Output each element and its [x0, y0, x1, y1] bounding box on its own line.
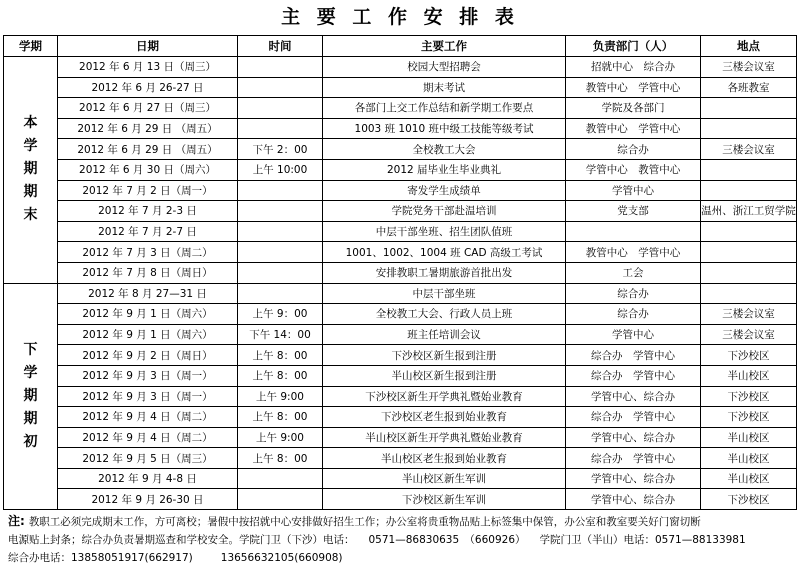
cell-date: 2012 年 9 月 26-30 日 [58, 489, 238, 510]
cell-time [238, 118, 323, 139]
cell-date: 2012 年 6 月 27 日（周三） [58, 98, 238, 119]
cell-date: 2012 年 6 月 29 日 （周五） [58, 118, 238, 139]
cell-dept: 党支部 [566, 201, 701, 222]
cell-dept: 综合办 学管中心 [566, 345, 701, 366]
notes-line-1 [8, 512, 796, 531]
table-row [4, 262, 797, 283]
cell-place: 三楼会议室 [701, 324, 797, 345]
cell-dept: 综合办 学管中心 [566, 365, 701, 386]
header-dept: 负责部门（人） [566, 36, 701, 57]
notes-text-3a: 综合办电话： [8, 552, 71, 564]
table-row [4, 304, 797, 325]
term-char: 期 [23, 387, 38, 404]
table-row [4, 489, 797, 510]
cell-time: 下午 14：00 [238, 324, 323, 345]
cell-dept: 招就中心 综合办 [566, 57, 701, 78]
cell-time: 上午 8：00 [238, 365, 323, 386]
cell-work: 1003 班 1010 班中级工技能等级考试 [323, 118, 566, 139]
cell-date: 2012 年 6 月 30 日（周六） [58, 159, 238, 180]
cell-place: 下沙校区 [701, 386, 797, 407]
notes-phone-xiasha: 0571—86830635 （660926） [368, 534, 526, 546]
cell-date: 2012 年 9 月 3 日（周一） [58, 386, 238, 407]
cell-time [238, 77, 323, 98]
cell-time [238, 221, 323, 242]
table-row [4, 139, 797, 160]
table-row [4, 448, 797, 469]
table-row [4, 118, 797, 139]
cell-dept: 教管中心 学管中心 [566, 242, 701, 263]
notes-text-2c: 学院门卫（半山）电话： [539, 534, 655, 546]
cell-dept: 综合办 [566, 139, 701, 160]
cell-time [238, 201, 323, 222]
cell-work: 学院党务干部赴温培训 [323, 201, 566, 222]
cell-time [238, 262, 323, 283]
cell-work: 校园大型招聘会 [323, 57, 566, 78]
cell-date: 2012 年 6 月 26-27 日 [58, 77, 238, 98]
cell-time: 下午 2：00 [238, 139, 323, 160]
cell-work: 半山校区新生军训 [323, 468, 566, 489]
cell-date: 2012 年 9 月 4-8 日 [58, 468, 238, 489]
cell-dept: 学管中心 教管中心 [566, 159, 701, 180]
table-row [4, 324, 797, 345]
cell-time [238, 468, 323, 489]
cell-work: 全校教工大会、行政人员上班 [323, 304, 566, 325]
notes [8, 512, 796, 567]
header-time: 时间 [238, 36, 323, 57]
cell-place: 三楼会议室 [701, 57, 797, 78]
cell-place: 半山校区 [701, 448, 797, 469]
cell-place [701, 180, 797, 201]
header-work: 主要工作 [323, 36, 566, 57]
cell-work: 中层干部坐班、招生团队值班 [323, 221, 566, 242]
cell-place [701, 283, 797, 304]
table-row [4, 365, 797, 386]
term-char: 期 [23, 410, 38, 427]
cell-place: 三楼会议室 [701, 304, 797, 325]
cell-time [238, 242, 323, 263]
cell-work: 1001、1002、1004 班 CAD 高级工考试 [323, 242, 566, 263]
table-row [4, 201, 797, 222]
table-row [4, 242, 797, 263]
cell-work: 中层干部坐班 [323, 283, 566, 304]
cell-work: 安排教职工暑期旅游首批出发 [323, 262, 566, 283]
term-label [4, 57, 58, 284]
cell-place [701, 221, 797, 242]
cell-dept: 综合办 学管中心 [566, 448, 701, 469]
cell-work: 期末考试 [323, 77, 566, 98]
cell-dept: 学管中心、综合办 [566, 386, 701, 407]
cell-dept: 学院及各部门 [566, 98, 701, 119]
cell-time: 上午 9：00 [238, 304, 323, 325]
notes-label: 注: [8, 514, 25, 528]
cell-place: 三楼会议室 [701, 139, 797, 160]
cell-date: 2012 年 7 月 3 日（周二） [58, 242, 238, 263]
cell-dept: 学管中心、综合办 [566, 489, 701, 510]
cell-dept: 综合办 学管中心 [566, 407, 701, 428]
cell-place: 半山校区 [701, 468, 797, 489]
cell-time [238, 57, 323, 78]
header-date: 日期 [58, 36, 238, 57]
term-char: 本 [23, 115, 38, 132]
cell-date: 2012 年 7 月 2 日（周一） [58, 180, 238, 201]
cell-dept: 学管中心、综合办 [566, 468, 701, 489]
cell-place [701, 242, 797, 263]
cell-work: 下沙校区老生报到始业教育 [323, 407, 566, 428]
cell-place: 下沙校区 [701, 407, 797, 428]
notes-line-3 [8, 549, 796, 567]
cell-date: 2012 年 6 月 13 日（周三） [58, 57, 238, 78]
cell-date: 2012 年 9 月 4 日（周二） [58, 427, 238, 448]
cell-date: 2012 年 7 月 8 日（周日） [58, 262, 238, 283]
term-char: 期 [23, 184, 38, 201]
cell-time: 上午 10:00 [238, 159, 323, 180]
table-row [4, 221, 797, 242]
cell-date: 2012 年 7 月 2-7 日 [58, 221, 238, 242]
table-row [4, 407, 797, 428]
cell-work: 寄发学生成绩单 [323, 180, 566, 201]
term-char: 期 [23, 161, 38, 178]
cell-dept: 学管中心 [566, 180, 701, 201]
cell-time [238, 98, 323, 119]
cell-work: 下沙校区新生开学典礼暨始业教育 [323, 386, 566, 407]
table-row [4, 77, 797, 98]
table-row [4, 283, 797, 304]
cell-dept: 教管中心 学管中心 [566, 118, 701, 139]
notes-phone-office-2: 13656632105(660908) [220, 552, 343, 564]
term-char: 下 [23, 341, 38, 358]
cell-time: 上午 8：00 [238, 345, 323, 366]
cell-work: 2012 届毕业生毕业典礼 [323, 159, 566, 180]
cell-place: 各班教室 [701, 77, 797, 98]
table-row [4, 180, 797, 201]
cell-work: 下沙校区新生军训 [323, 489, 566, 510]
cell-date: 2012 年 9 月 5 日（周三） [58, 448, 238, 469]
cell-dept [566, 221, 701, 242]
notes-text-1: 教职工必须完成期末工作，方可离校；暑假中按招就中心安排做好招生工作；办公室将贵重物品贴上标签集中保管，办公室和教室要关好门窗切断 [28, 516, 701, 528]
cell-place: 下沙校区 [701, 345, 797, 366]
table-row [4, 98, 797, 119]
cell-date: 2012 年 9 月 1 日（周六） [58, 304, 238, 325]
header-place: 地点 [701, 36, 797, 57]
table-row [4, 427, 797, 448]
cell-place [701, 159, 797, 180]
cell-date: 2012 年 9 月 2 日（周日） [58, 345, 238, 366]
cell-work: 下沙校区新生报到注册 [323, 345, 566, 366]
cell-dept: 学管中心 [566, 324, 701, 345]
page-title: 主 要 工 作 安 排 表 [281, 6, 519, 28]
cell-place [701, 262, 797, 283]
term-char: 末 [23, 207, 38, 224]
notes-line-2 [8, 531, 796, 549]
table-row [4, 57, 797, 78]
cell-work: 半山校区新生报到注册 [323, 365, 566, 386]
cell-dept: 教管中心 学管中心 [566, 77, 701, 98]
cell-dept: 综合办 [566, 304, 701, 325]
cell-work: 各部门上交工作总结和新学期工作要点 [323, 98, 566, 119]
cell-date: 2012 年 7 月 2-3 日 [58, 201, 238, 222]
cell-work: 半山校区老生报到始业教育 [323, 448, 566, 469]
notes-phone-banshan: 0571—88133981 [655, 534, 746, 546]
cell-place: 温州、浙江工贸学院 [701, 201, 797, 222]
header-row [4, 36, 797, 57]
cell-time [238, 489, 323, 510]
term-label [4, 283, 58, 510]
schedule-body [4, 57, 797, 510]
term-char: 初 [23, 433, 38, 450]
cell-date: 2012 年 9 月 1 日（周六） [58, 324, 238, 345]
notes-phone-office-1: 13858051917(662917) [71, 552, 193, 564]
cell-time [238, 283, 323, 304]
cell-dept: 学管中心、综合办 [566, 427, 701, 448]
cell-date: 2012 年 8 月 27—31 日 [58, 283, 238, 304]
cell-work: 半山校区新生开学典礼暨始业教育 [323, 427, 566, 448]
schedule-table [3, 35, 797, 510]
cell-time: 上午 8：00 [238, 407, 323, 428]
table-row [4, 386, 797, 407]
cell-date: 2012 年 9 月 4 日（周二） [58, 407, 238, 428]
cell-date: 2012 年 9 月 3 日（周一） [58, 365, 238, 386]
cell-place: 下沙校区 [701, 489, 797, 510]
cell-place: 半山校区 [701, 427, 797, 448]
cell-dept: 综合办 [566, 283, 701, 304]
header-term: 学期 [4, 36, 58, 57]
table-row [4, 345, 797, 366]
table-row [4, 159, 797, 180]
cell-time: 上午 9:00 [238, 427, 323, 448]
cell-time: 上午 9:00 [238, 386, 323, 407]
cell-place: 半山校区 [701, 365, 797, 386]
cell-dept: 工会 [566, 262, 701, 283]
table-row [4, 468, 797, 489]
cell-date: 2012 年 6 月 29 日 （周五） [58, 139, 238, 160]
cell-place [701, 98, 797, 119]
term-char: 学 [23, 138, 38, 155]
cell-time [238, 180, 323, 201]
notes-text-2a: 电源贴上封条；综合办负责暑期巡查和学校安全。学院门卫（下沙）电话： [8, 534, 355, 546]
term-char: 学 [23, 364, 38, 381]
cell-time: 上午 8：00 [238, 448, 323, 469]
cell-work: 班主任培训会议 [323, 324, 566, 345]
cell-work: 全校教工大会 [323, 139, 566, 160]
cell-place [701, 118, 797, 139]
